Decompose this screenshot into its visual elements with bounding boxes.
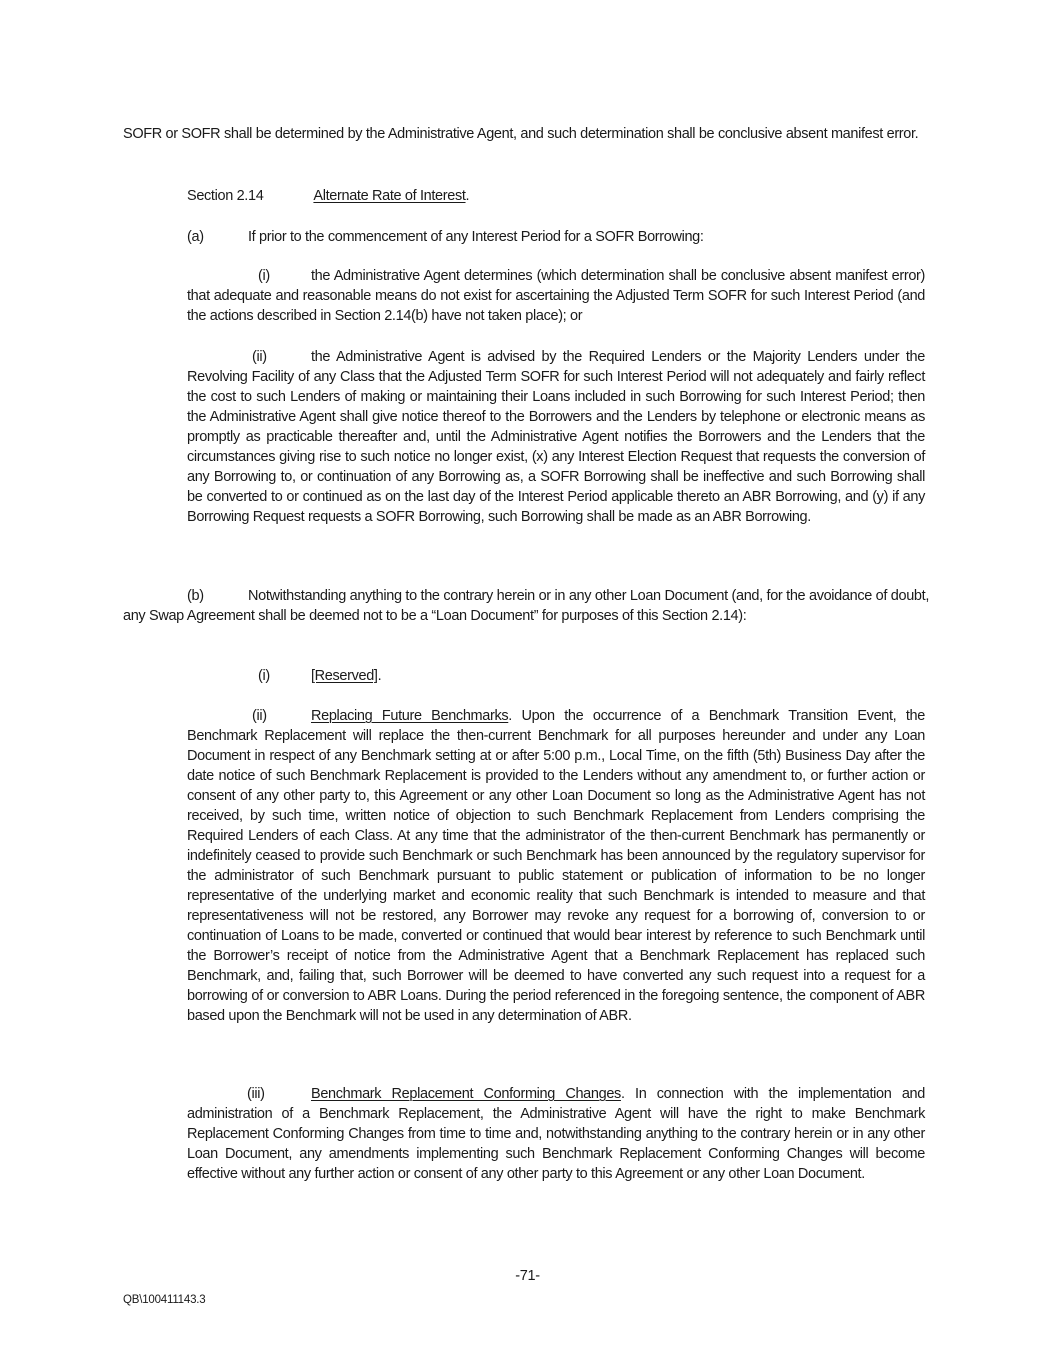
clause-label: (ii) xyxy=(252,708,267,724)
clause-a-i xyxy=(187,266,925,326)
clause-text: the Administrative Agent determines (which determination shall be conclusive absent manifest error) that adequate and reasonable means do not exist for ascertaining the Adjusted Term SOFR for such Interest Period (and the actions described in Section 2.14(b) have not taken place); or xyxy=(187,268,925,324)
clause-label: (iii) xyxy=(247,1086,265,1102)
clause-label: (ii) xyxy=(252,349,267,365)
clause-b-ii: (ii) Replacing Future Benchmarks. Upon the occurrence of a Benchmark Transition Event, the Benchmark Replacement will replace the then-current Benchmark for all purposes hereunder and under any Loan Document in respect of any Benchmark setting at or after 5:00 p.m., Local Time, on the fifth (5th) Business Day after the date notice of such Benchmark Replacement is provided to the Lenders without any amendment to, or further action or consent of any other party to, this Agreement or any other Loan Document so long as the Administrative Agent has not received, by such time, written notice of objection to such Benchmark Replacement from Lenders comprising the Required Lenders of each Class. At any time that the administrator of the then-current Benchmark has permanently or indefinitely ceased to provide such Benchmark or such Benchmark has been announced by the regulatory supervisor for the administrator of such Benchmark pursuant to public statement or publication of information to be no longer representative of the underlying market and economic reality that such Benchmark is intended to measure and that representativeness will not be restored, any Borrower may revoke any request for a borrowing of, conversion to or continuation of Loans to be made, converted or continued that would bear interest by reference to such Benchmark until the Borrower’s receipt of notice from the Administrative Agent that a Benchmark Replacement has replaced such Benchmark, and, failing that, such Borrower will be deemed to have converted any such request into a request for a borrowing of or conversion to ABR Loans. During the period referenced in the foregoing sentence, the component of ABR based upon the Benchmark will not be used in any determination of ABR. xyxy=(187,708,925,1024)
document-id: QB\100411143.3 xyxy=(123,1294,206,1306)
subsection-label: (b) xyxy=(187,588,204,604)
clause-text: In connection with the implementation and administration of a Benchmark Replacement, the Administrative Agent will have the right to make Benchmark Replacement Conforming Changes from time to time and, notwithstanding anything to the contrary herein or in any other Loan Document, any amendments implementing such Benchmark Replacement Conforming Changes will become effective without any further action or consent of any other party to this Agreement or any other Loan Document. xyxy=(187,1086,925,1182)
subsection-b xyxy=(123,586,929,626)
clause-label: (i) xyxy=(258,668,270,684)
clause-title: Benchmark Replacement Conforming Changes xyxy=(311,1086,621,1102)
clause-title: [Reserved] xyxy=(311,668,378,684)
page-number: -71- xyxy=(515,1268,540,1284)
clause-text: Upon the occurrence of a Benchmark Transition Event, the Benchmark Replacement will replace the then-current Benchmark for all purposes hereunder and under any Loan Document in respect of any Benchmark setting at or after 5:00 p.m., Local Time, on the fifth (5th) Business Day after the date notice of such Benchmark Replacement is provided to the Lenders without any amendment to, or further action or consent of any other party to, this Agreement or any other Loan Document so long as the Administrative Agent has not received, by such time, written notice of objection to such Benchmark Replacement from Lenders comprising the Required Lenders of each Class. At any time that the administrator of the then-current Benchmark has permanently or indefinitely ceased to provide such Benchmark or such Benchmark has been announced by the regulatory supervisor for the administrator of such Benchmark pursuant to public statement or publication of information to be no longer representative of the underlying market and economic reality that such Benchmark is intended to measure and that representativeness will not be restored, any Borrower may revoke any request for a borrowing of, conversion to or continuation of Loans to be made, converted or continued that would bear interest by reference to such Benchmark until the Borrower’s receipt of notice from the Administrative Agent that a Benchmark Replacement has replaced such Benchmark, and, failing that, such Borrower will be deemed to have converted any such request into a request for a borrowing of or conversion to ABR Loans. During the period referenced in the foregoing sentence, the component of ABR based upon the Benchmark will not be used in any determination of ABR. xyxy=(187,708,925,1024)
subsection-text: Notwithstanding anything to the contrary herein or in any other Loan Document (and, for the avoidance of doubt, any Swap Agreement shall be deemed not to be a “Loan Document” for purposes of this Section 2.14): xyxy=(123,588,929,624)
clause-label: (i) xyxy=(258,268,270,284)
subsection-text: If prior to the commencement of any Interest Period for a SOFR Borrowing: xyxy=(248,229,704,245)
paragraph-continued xyxy=(123,124,929,144)
clause-text: the Administrative Agent is advised by the Required Lenders or the Majority Lenders under the Revolving Facility of any Class that the Adjusted Term SOFR for such Interest Period will not adequately and fairly reflect the cost to such Lenders of making or maintaining their Loans included in such Borrowing for such Interest Period; then the Administrative Agent shall give notice thereof to the Borrowers and the Lenders by telephone or electronic means as promptly as practicable thereafter and, until the Administrative Agent notifies the Borrowers and the Lenders that the circumstances giving rise to such notice no longer exist, (x) any Interest Election Request that requests the conversion of any Borrowing to, or continuation of any Borrowing as, a SOFR Borrowing shall be ineffective and such Borrowing shall be converted to or continued as on the last day of the Interest Period applicable thereto an ABR Borrowing, and (y) if any Borrowing Request requests a SOFR Borrowing, such Borrowing shall be made as an ABR Borrowing. xyxy=(187,349,925,525)
section-heading: Section 2.14 Alternate Rate of Interest. xyxy=(187,188,470,204)
section-number: Section 2.14 xyxy=(187,188,264,204)
clause-a-ii xyxy=(187,347,925,527)
clause-b-i: (i) [Reserved]. xyxy=(258,668,382,684)
subsection-a xyxy=(187,227,887,247)
paragraph-text: SOFR or SOFR shall be determined by the Administrative Agent, and such determination shall be conclusive absent manifest error. xyxy=(123,126,919,142)
clause-title: Replacing Future Benchmarks xyxy=(311,708,509,724)
subsection-label: (a) xyxy=(187,229,204,245)
clause-b-iii: (iii) Benchmark Replacement Conforming Changes. In connection with the implementation and administration of a Benchmark Replacement, the Administrative Agent will have the right to make Benchmark Replacement Conforming Changes from time to time and, notwithstanding anything to the contrary herein or in any other Loan Document, any amendments implementing such Benchmark Replacement Conforming Changes will become effective without any further action or consent of any other party to this Agreement or any other Loan Document. xyxy=(187,1086,925,1182)
section-title: Alternate Rate of Interest xyxy=(313,188,466,204)
